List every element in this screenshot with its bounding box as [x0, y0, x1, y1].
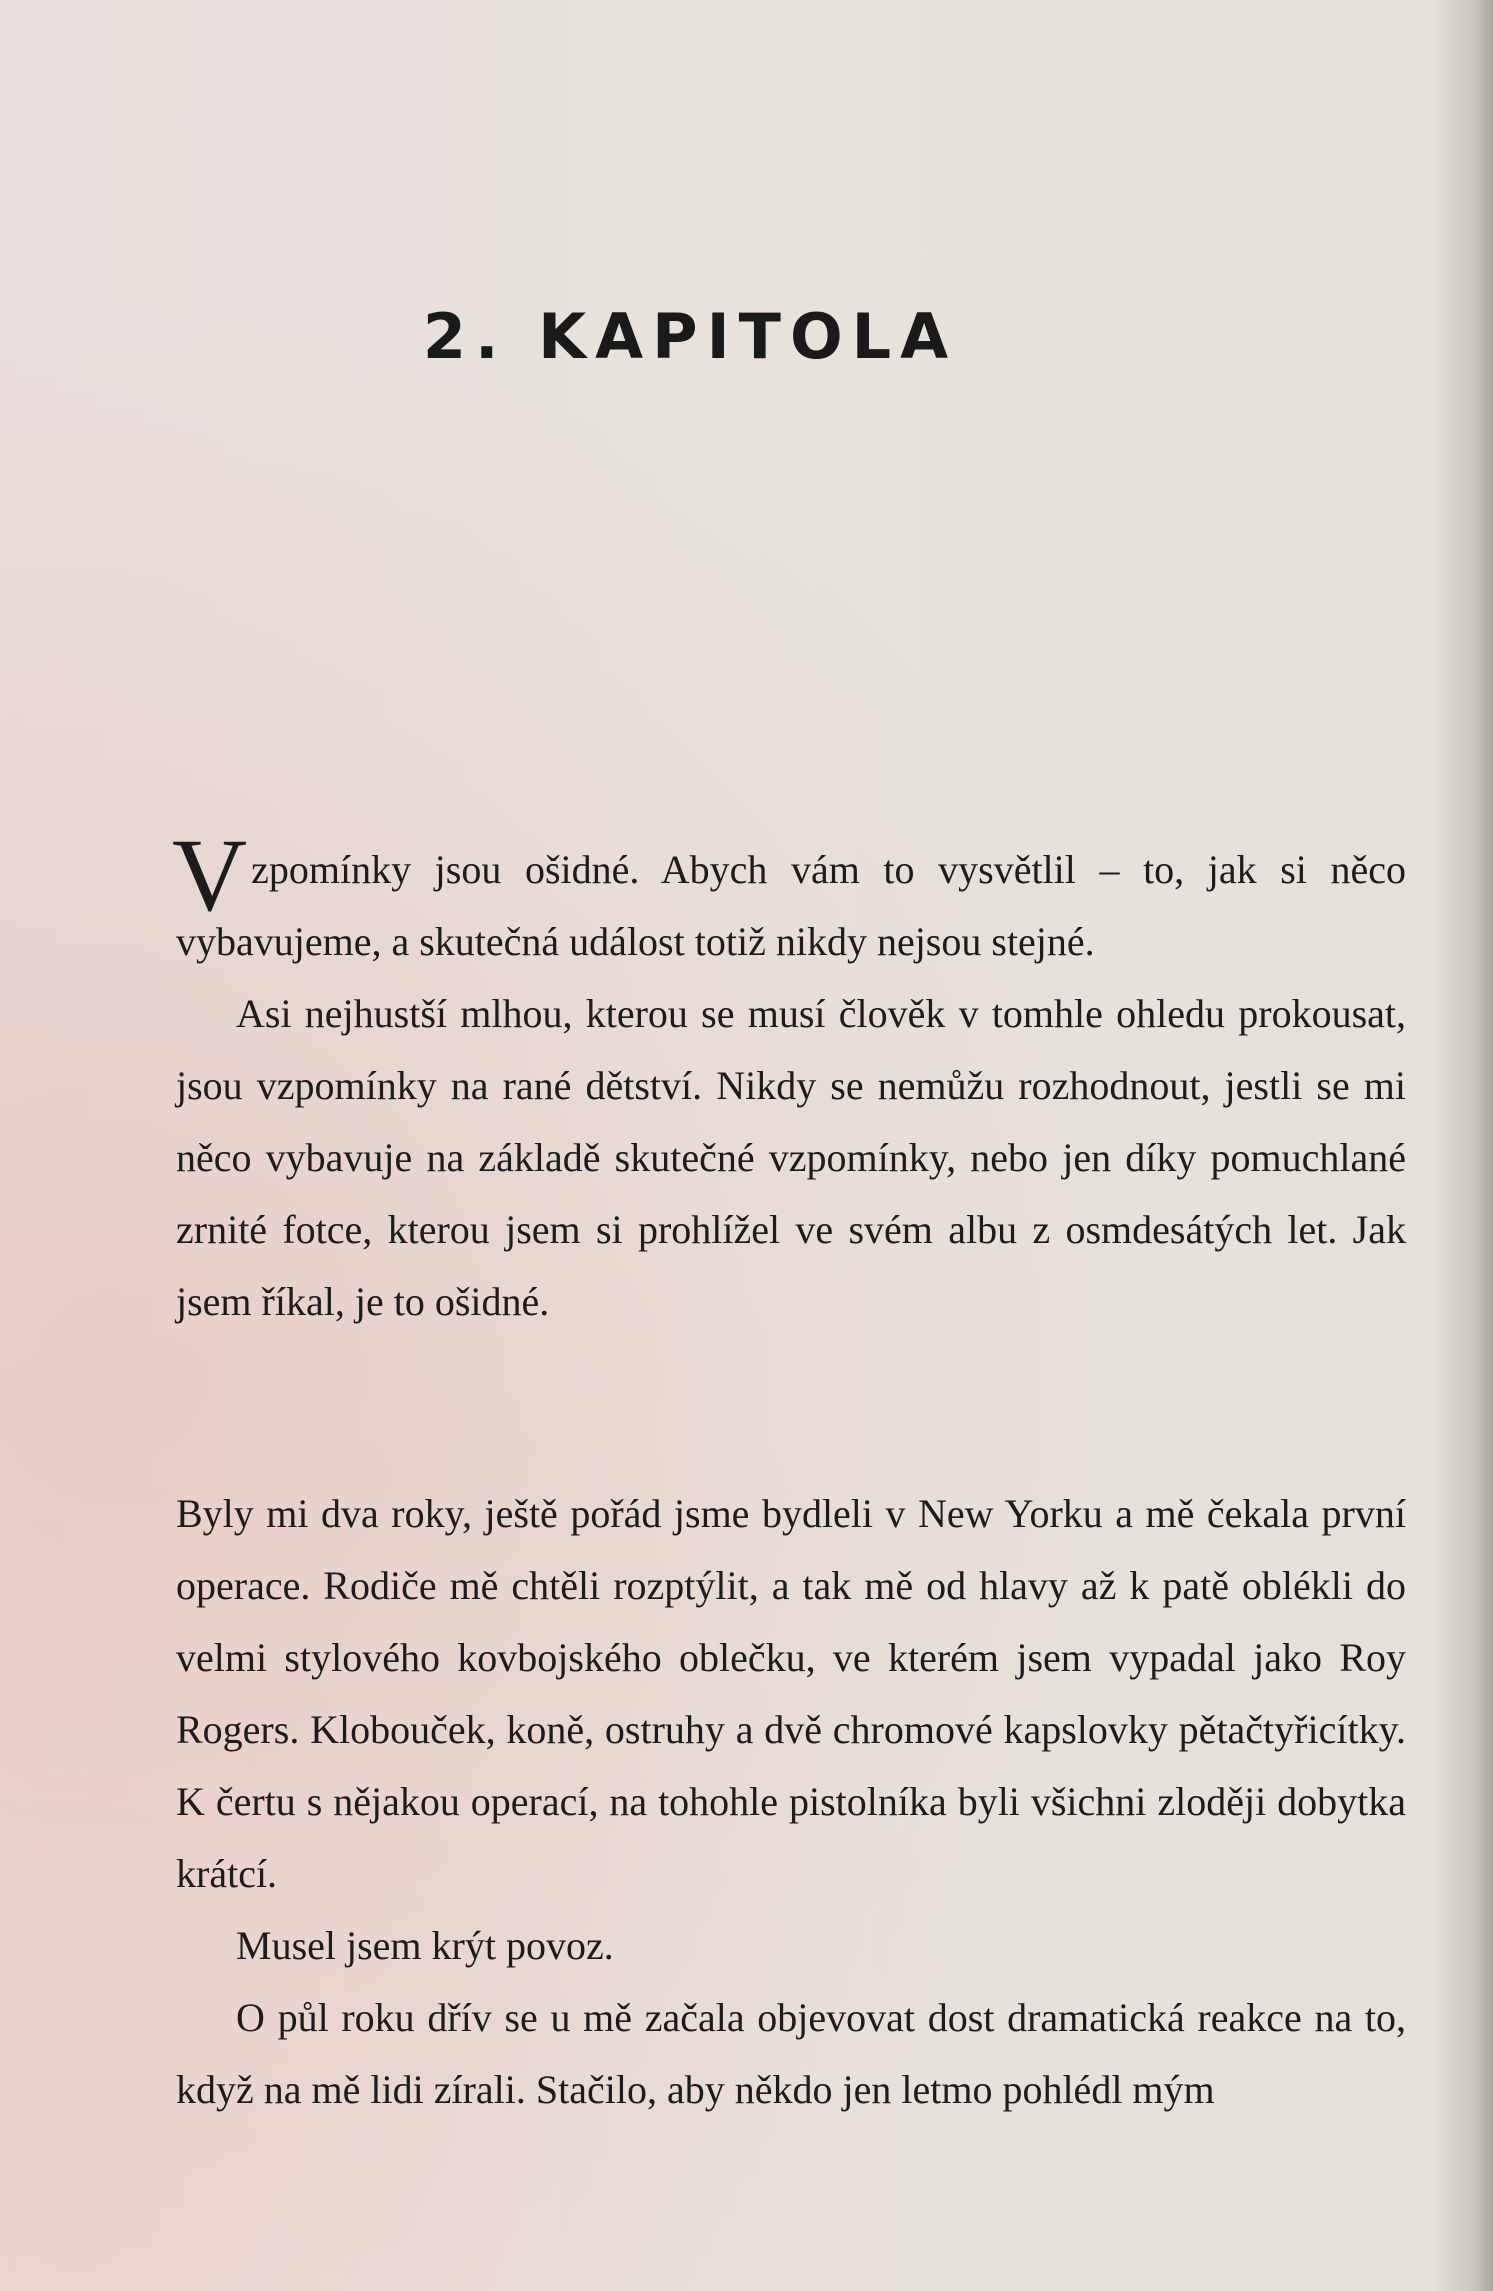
page-edge-shadow — [1433, 0, 1493, 2291]
paragraph-first-operation: Byly mi dva roky, ještě pořád jsme bydleli v New Yorku a mě čekala první operace. Rodiče mě chtěli rozptýlit, a tak mě od hlavy až k patě oblékli do velmi stylového kovbojského oblečku, ve kterém jsem vypadal jako Roy Rogers. Klobouček, koně, ostruhy a dvě chromové kapslovky pětačtyřicítky. K čertu s nějakou operací, na tohohle pistolníka byli všichni zloději dobytka krátcí. — [176, 1491, 1406, 1896]
paragraph-opening-text: zpomínky jsou ošidné. Abych vám to vysvětlil – to, jak si něco vybavujeme, a skutečná událost totiž nikdy nejsou stejné. — [176, 847, 1406, 964]
section-two — [176, 1478, 1406, 2126]
paragraph-early-childhood: Asi nejhustší mlhou, kterou se musí člověk v tomhle ohledu prokousat, jsou vzpomínky na rané dětství. Nikdy se nemůžu rozhodnout, jestli se mi něco vybavuje na základě skutečné vzpomínky, nebo jen díky pomuchlané zrnité fotce, kterou jsem si prohlížel ve svém albu z osmdesátých let. Jak jsem říkal, je to ošidné. — [176, 991, 1406, 1324]
drop-cap: V — [172, 818, 248, 933]
paragraph-cover-wagon: Musel jsem krýt povoz. — [236, 1923, 614, 1968]
paragraph-staring-reaction: O půl roku dřív se u mě začala objevovat dost dramatická reakce na to, když na mě lidi zírali. Stačilo, aby někdo jen letmo pohlédl mým — [176, 1995, 1406, 2112]
paragraph-opening — [172, 818, 1406, 978]
section-one — [172, 818, 1406, 1338]
chapter-title: 2. KAPITOLA — [422, 300, 958, 373]
